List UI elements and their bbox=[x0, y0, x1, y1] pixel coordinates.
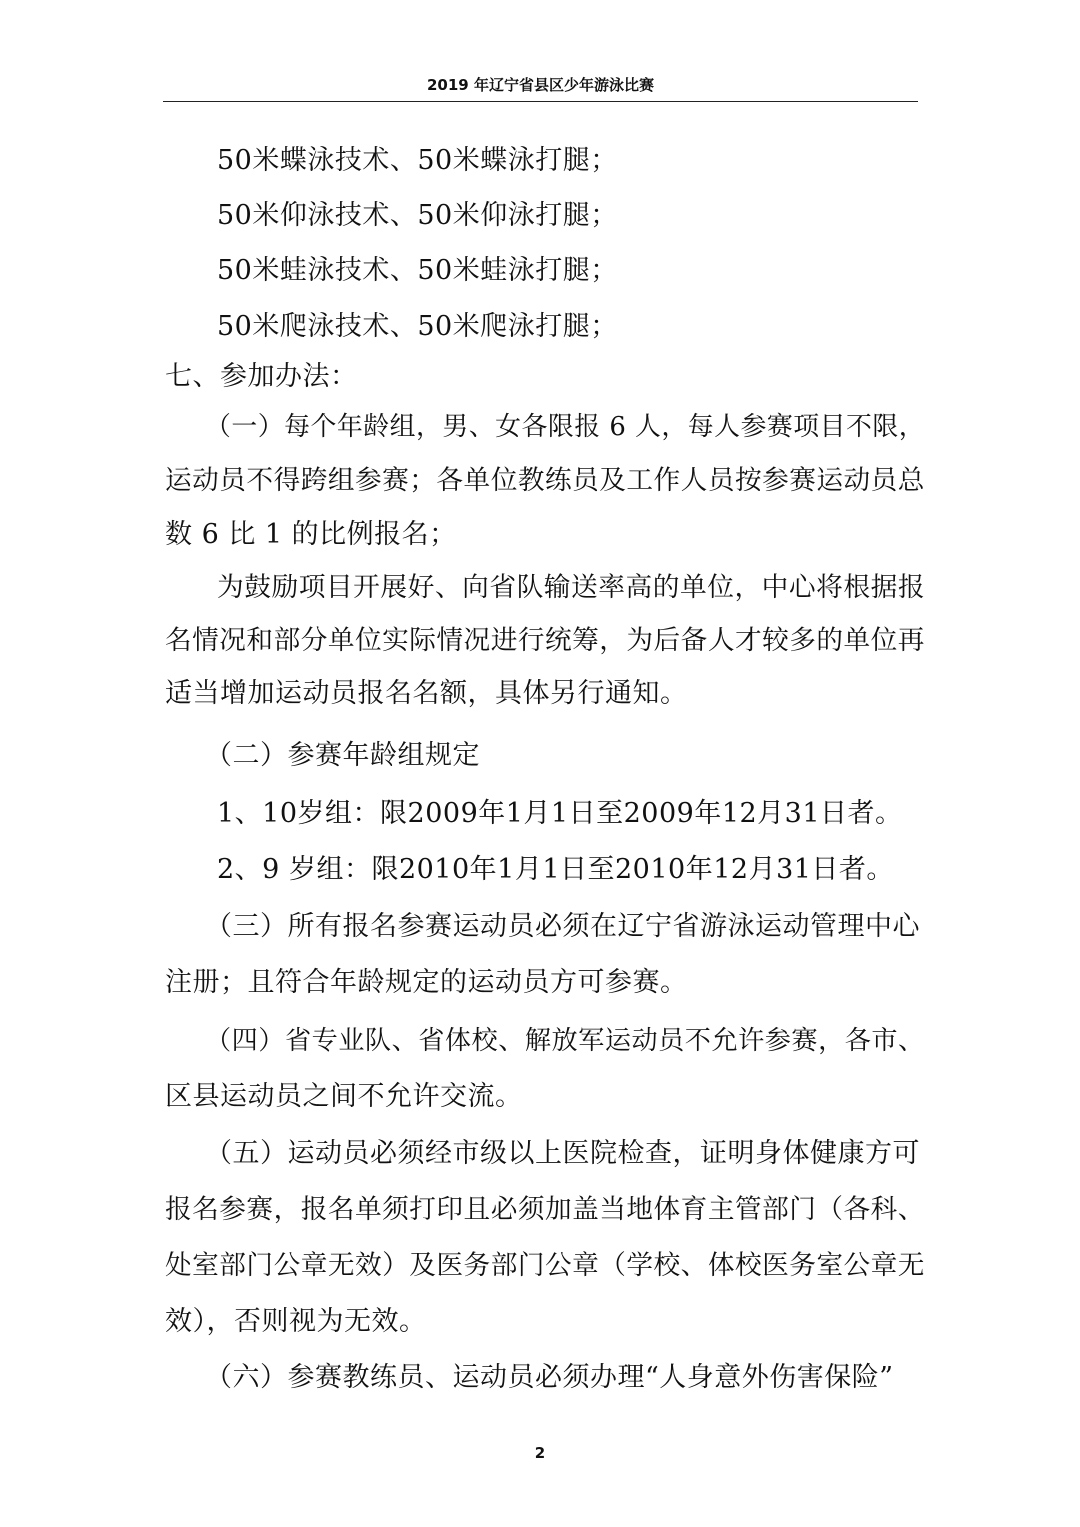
body-line-04: 50米爬泳技术、50米爬泳打腿； bbox=[217, 311, 618, 342]
body-line-20: 报名参赛，报名单须打印且必须加盖当地体育主管部门（各科、 bbox=[165, 1194, 925, 1225]
body-line-13: 1、10岁组：限2009年1月1日至2009年12月31日者。 bbox=[217, 798, 903, 829]
body-line-21: 处室部门公章无效）及医务部门公章（学校、体校医务室公章无 bbox=[165, 1250, 925, 1281]
page-number: 2 bbox=[534, 1444, 546, 1462]
body-line-08: 数 6 比 1 的比例报名； bbox=[165, 519, 457, 550]
body-line-15: （三）所有报名参赛运动员必须在辽宁省游泳运动管理中心 bbox=[205, 911, 920, 942]
body-line-22: 效），否则视为无效。 bbox=[165, 1306, 427, 1337]
body-line-07: 运动员不得跨组参赛；各单位教练员及工作人员按参赛运动员总 bbox=[165, 465, 925, 496]
section-heading: 七、参加办法： bbox=[165, 361, 358, 392]
body-line-19: （五）运动员必须经市级以上医院检查，证明身体健康方可 bbox=[205, 1138, 920, 1169]
body-line-14: 2、9 岁组：限2010年1月1日至2010年12月31日者。 bbox=[217, 854, 894, 885]
body-line-12: （二）参赛年龄组规定 bbox=[205, 740, 480, 771]
body-line-09: 为鼓励项目开展好、向省队输送率高的单位，中心将根据报 bbox=[217, 572, 926, 603]
body-line-17: （四）省专业队、省体校、解放军运动员不允许参赛，各市、 bbox=[205, 1026, 925, 1056]
body-line-06: （一）每个年龄组，男、女各限报 6 人，每人参赛项目不限， bbox=[205, 412, 926, 442]
body-line-01: 50米蝶泳技术、50米蝶泳打腿； bbox=[217, 145, 618, 176]
body-line-16: 注册；且符合年龄规定的运动员方可参赛。 bbox=[165, 967, 688, 998]
body-line-03: 50米蛙泳技术、50米蛙泳打腿； bbox=[217, 255, 618, 286]
body-line-18: 区县运动员之间不允许交流。 bbox=[165, 1081, 523, 1112]
body-line-02: 50米仰泳技术、50米仰泳打腿； bbox=[217, 200, 618, 231]
header-divider bbox=[163, 101, 918, 102]
body-line-23: （六）参赛教练员、运动员必须办理“人身意外伤害保险” bbox=[205, 1362, 894, 1393]
body-line-11: 适当增加运动员报名名额，具体另行通知。 bbox=[165, 678, 688, 709]
running-header: 2019 年辽宁省县区少年游泳比赛 bbox=[427, 76, 654, 94]
body-line-10: 名情况和部分单位实际情况进行统筹，为后备人才较多的单位再 bbox=[165, 625, 925, 656]
